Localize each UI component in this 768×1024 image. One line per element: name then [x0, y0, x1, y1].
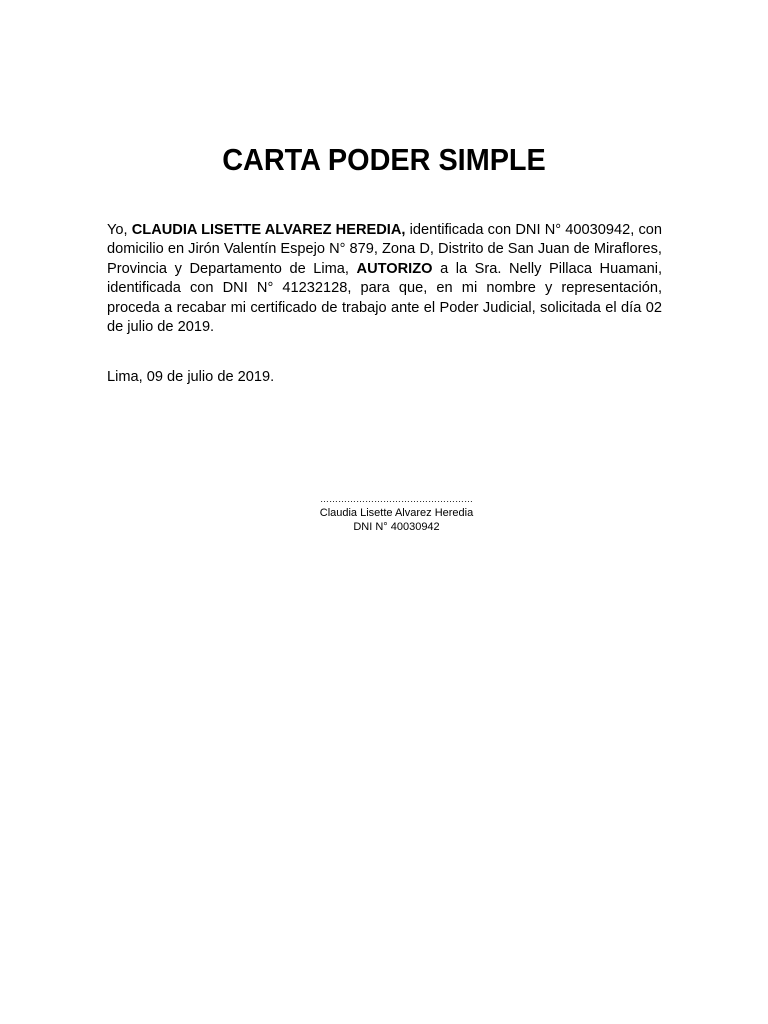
authorization-paragraph	[107, 221, 662, 337]
authorize-word: AUTORIZO	[356, 260, 433, 277]
signature-line: ……………………………………………	[320, 494, 473, 504]
paragraph-intro: Yo,	[107, 222, 132, 238]
grantor-name: CLAUDIA LISETTE ALVAREZ HEREDIA,	[131, 222, 406, 238]
signature-block	[0, 494, 768, 534]
signer-name: Claudia Lisette Alvarez Heredia	[319, 507, 474, 519]
document-title: CARTA PODER SIMPLE	[222, 142, 546, 177]
signer-dni: DNI N° 40030942	[353, 521, 440, 533]
place-date-line: Lima, 09 de julio de 2019.	[107, 369, 275, 385]
paragraph-part2: a la Sra. Nelly Pillaca Huamani, identificada con DNI N° 41232128, para que, en mi nombre y representación, proceda a recabar mi certificado de trabajo ante el Poder Judicial, solicitada el día 02 de julio de 2019.	[107, 260, 663, 336]
paragraph-part1: identificada con DNI N° 40030942, con domicilio en Jirón Valentín Espejo N° 879, Zona D, Distrito de San Juan de Miraflores, Provincia y Departamento de Lima,	[107, 222, 662, 277]
